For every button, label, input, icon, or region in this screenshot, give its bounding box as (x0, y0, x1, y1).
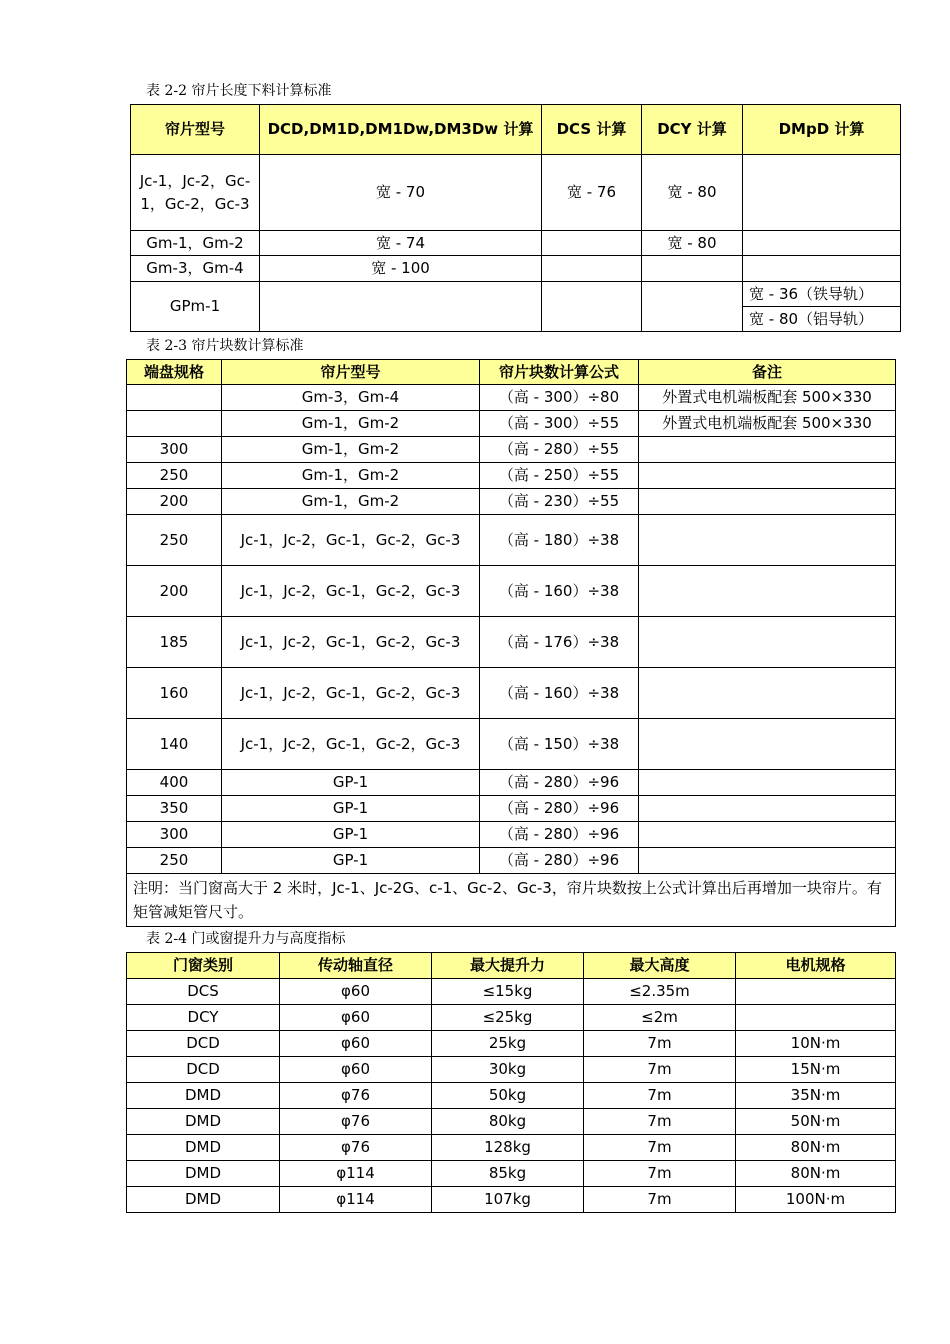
model-cell: Jc-1，Jc-2，Gc-1，Gc-2，Gc-3 (131, 155, 260, 231)
motor-cell: 50N·m (736, 1109, 896, 1135)
motor-cell: 10N·m (736, 1031, 896, 1057)
motor-cell: 35N·m (736, 1083, 896, 1109)
model-cell: Gm-1，Gm-2 (222, 489, 480, 515)
dcy-cell: 宽 - 80 (642, 231, 743, 256)
table-2-4-caption: 表 2-4 门或窗提升力与高度指标 (146, 931, 346, 947)
note-cell (639, 848, 896, 874)
disc-cell: 250 (127, 848, 222, 874)
note-cell (639, 822, 896, 848)
type-cell: DCD (127, 1057, 280, 1083)
table-2-4 (126, 952, 896, 1213)
table-row (131, 282, 901, 307)
formula-cell: （高 - 280）÷55 (480, 437, 639, 463)
force-cell: 50kg (432, 1083, 584, 1109)
dcy-cell (642, 282, 743, 332)
table-row (127, 1057, 896, 1083)
formula-cell: （高 - 230）÷55 (480, 489, 639, 515)
table-row (127, 1187, 896, 1213)
formula-cell: （高 - 280）÷96 (480, 796, 639, 822)
shaft-cell: φ60 (280, 1031, 432, 1057)
type-cell: DMD (127, 1135, 280, 1161)
motor-cell (736, 1005, 896, 1031)
height-cell: 7m (584, 1187, 736, 1213)
motor-cell (736, 979, 896, 1005)
formula-cell: （高 - 180）÷38 (480, 515, 639, 566)
motor-cell: 15N·m (736, 1057, 896, 1083)
model-cell: Jc-1，Jc-2，Gc-1，Gc-2，Gc-3 (222, 566, 480, 617)
table-row (127, 1083, 896, 1109)
column-header: 备注 (639, 360, 896, 385)
model-cell: Gm-3，Gm-4 (222, 385, 480, 411)
note-cell (639, 617, 896, 668)
type-cell: DCS (127, 979, 280, 1005)
column-header: 电机规格 (736, 953, 896, 979)
dmpd-cell (743, 231, 901, 256)
note-cell (639, 719, 896, 770)
height-cell: 7m (584, 1083, 736, 1109)
table-2-3 (126, 359, 896, 927)
dcy-cell: 宽 - 80 (642, 155, 743, 231)
column-header: DMpD 计算 (743, 105, 901, 155)
table-2-2 (130, 104, 901, 332)
formula-cell: （高 - 300）÷80 (480, 385, 639, 411)
formula-cell: （高 - 160）÷38 (480, 566, 639, 617)
column-header: 帘片型号 (222, 360, 480, 385)
dcs-cell (542, 231, 642, 256)
table-row (127, 566, 896, 617)
disc-cell: 400 (127, 770, 222, 796)
note-cell: 外置式电机端板配套 500×330 (639, 385, 896, 411)
formula-cell: （高 - 280）÷96 (480, 848, 639, 874)
model-cell: Jc-1，Jc-2，Gc-1，Gc-2，Gc-3 (222, 668, 480, 719)
dcd-cell (260, 282, 542, 332)
formula-cell: （高 - 250）÷55 (480, 463, 639, 489)
height-cell: ≤2m (584, 1005, 736, 1031)
table-row (127, 1031, 896, 1057)
column-header: DCY 计算 (642, 105, 743, 155)
table-row (127, 770, 896, 796)
model-cell: Jc-1，Jc-2，Gc-1，Gc-2，Gc-3 (222, 515, 480, 566)
disc-cell: 200 (127, 489, 222, 515)
table-row (127, 1005, 896, 1031)
shaft-cell: φ76 (280, 1135, 432, 1161)
force-cell: 128kg (432, 1135, 584, 1161)
shaft-cell: φ60 (280, 979, 432, 1005)
table-row (127, 437, 896, 463)
note-cell (639, 566, 896, 617)
column-header: 最大提升力 (432, 953, 584, 979)
table-row (127, 411, 896, 437)
model-cell: Jc-1，Jc-2，Gc-1，Gc-2，Gc-3 (222, 617, 480, 668)
dmpd-cell (743, 256, 901, 282)
formula-cell: （高 - 280）÷96 (480, 822, 639, 848)
height-cell: 7m (584, 1161, 736, 1187)
table-row (127, 719, 896, 770)
column-header: DCD,DM1D,DM1Dw,DM3Dw 计算 (260, 105, 542, 155)
disc-cell: 185 (127, 617, 222, 668)
column-header: 帘片块数计算公式 (480, 360, 639, 385)
motor-cell: 80N·m (736, 1161, 896, 1187)
disc-cell: 350 (127, 796, 222, 822)
formula-cell: （高 - 280）÷96 (480, 770, 639, 796)
dcs-cell (542, 256, 642, 282)
force-cell: 107kg (432, 1187, 584, 1213)
shaft-cell: φ76 (280, 1083, 432, 1109)
disc-cell: 250 (127, 515, 222, 566)
height-cell: 7m (584, 1135, 736, 1161)
table-row (127, 489, 896, 515)
table-row (127, 1109, 896, 1135)
force-cell: ≤25kg (432, 1005, 584, 1031)
type-cell: DMD (127, 1161, 280, 1187)
height-cell: 7m (584, 1057, 736, 1083)
note-cell: 外置式电机端板配套 500×330 (639, 411, 896, 437)
shaft-cell: φ60 (280, 1057, 432, 1083)
column-header: 帘片型号 (131, 105, 260, 155)
table-row (127, 848, 896, 874)
type-cell: DMD (127, 1187, 280, 1213)
model-cell: Gm-3，Gm-4 (131, 256, 260, 282)
disc-cell (127, 411, 222, 437)
table-row (131, 155, 901, 231)
note-cell (639, 668, 896, 719)
table-row (131, 256, 901, 282)
disc-cell (127, 385, 222, 411)
note-cell (639, 796, 896, 822)
dcs-cell: 宽 - 76 (542, 155, 642, 231)
model-cell: Gm-1，Gm-2 (222, 411, 480, 437)
force-cell: 85kg (432, 1161, 584, 1187)
dmpd-cell (743, 155, 901, 231)
disc-cell: 140 (127, 719, 222, 770)
model-cell: Gm-1，Gm-2 (222, 437, 480, 463)
table-row (127, 979, 896, 1005)
table-row (127, 617, 896, 668)
force-cell: 30kg (432, 1057, 584, 1083)
note-cell (639, 489, 896, 515)
disc-cell: 160 (127, 668, 222, 719)
shaft-cell: φ60 (280, 1005, 432, 1031)
table-row (127, 385, 896, 411)
note-cell (639, 515, 896, 566)
table-2-3-caption: 表 2-3 帘片块数计算标准 (146, 338, 304, 354)
force-cell: 25kg (432, 1031, 584, 1057)
column-header: DCS 计算 (542, 105, 642, 155)
type-cell: DCD (127, 1031, 280, 1057)
table-row (127, 668, 896, 719)
formula-cell: （高 - 160）÷38 (480, 668, 639, 719)
model-cell: Jc-1，Jc-2，Gc-1，Gc-2，Gc-3 (222, 719, 480, 770)
formula-cell: （高 - 300）÷55 (480, 411, 639, 437)
table-row (127, 1161, 896, 1187)
table-row (127, 1135, 896, 1161)
dcy-cell (642, 256, 743, 282)
disc-cell: 300 (127, 822, 222, 848)
type-cell: DMD (127, 1083, 280, 1109)
shaft-cell: φ114 (280, 1161, 432, 1187)
model-cell: GP-1 (222, 796, 480, 822)
note-cell (639, 463, 896, 489)
table-2-2-caption: 表 2-2 帘片长度下料计算标准 (146, 83, 332, 99)
note-cell (639, 770, 896, 796)
dcs-cell (542, 282, 642, 332)
shaft-cell: φ114 (280, 1187, 432, 1213)
height-cell: ≤2.35m (584, 979, 736, 1005)
table-row (127, 463, 896, 489)
disc-cell: 300 (127, 437, 222, 463)
motor-cell: 80N·m (736, 1135, 896, 1161)
height-cell: 7m (584, 1031, 736, 1057)
dcd-cell: 宽 - 74 (260, 231, 542, 256)
column-header: 最大高度 (584, 953, 736, 979)
height-cell: 7m (584, 1109, 736, 1135)
shaft-cell: φ76 (280, 1109, 432, 1135)
model-cell: Gm-1，Gm-2 (222, 463, 480, 489)
dmpd-cell: 宽 - 36（铁导轨） (743, 282, 901, 307)
force-cell: 80kg (432, 1109, 584, 1135)
dcd-cell: 宽 - 100 (260, 256, 542, 282)
force-cell: ≤15kg (432, 979, 584, 1005)
dcd-cell: 宽 - 70 (260, 155, 542, 231)
column-header: 门窗类别 (127, 953, 280, 979)
type-cell: DCY (127, 1005, 280, 1031)
table-row (131, 231, 901, 256)
motor-cell: 100N·m (736, 1187, 896, 1213)
formula-cell: （高 - 150）÷38 (480, 719, 639, 770)
type-cell: DMD (127, 1109, 280, 1135)
table-row (127, 515, 896, 566)
table-footnote: 注明：当门窗高大于 2 米时，Jc-1、Jc-2G、c-1、Gc-2、Gc-3，帘片块数按上公式计算出后再增加一块帘片。有矩管减矩管尺寸。 (127, 874, 896, 927)
model-cell: GP-1 (222, 822, 480, 848)
note-cell (639, 437, 896, 463)
model-cell: GPm-1 (131, 282, 260, 332)
model-cell: GP-1 (222, 848, 480, 874)
column-header: 传动轴直径 (280, 953, 432, 979)
model-cell: GP-1 (222, 770, 480, 796)
disc-cell: 250 (127, 463, 222, 489)
table-row (127, 822, 896, 848)
dmpd-cell: 宽 - 80（铝导轨） (743, 307, 901, 332)
table-row (127, 796, 896, 822)
formula-cell: （高 - 176）÷38 (480, 617, 639, 668)
column-header: 端盘规格 (127, 360, 222, 385)
disc-cell: 200 (127, 566, 222, 617)
model-cell: Gm-1，Gm-2 (131, 231, 260, 256)
